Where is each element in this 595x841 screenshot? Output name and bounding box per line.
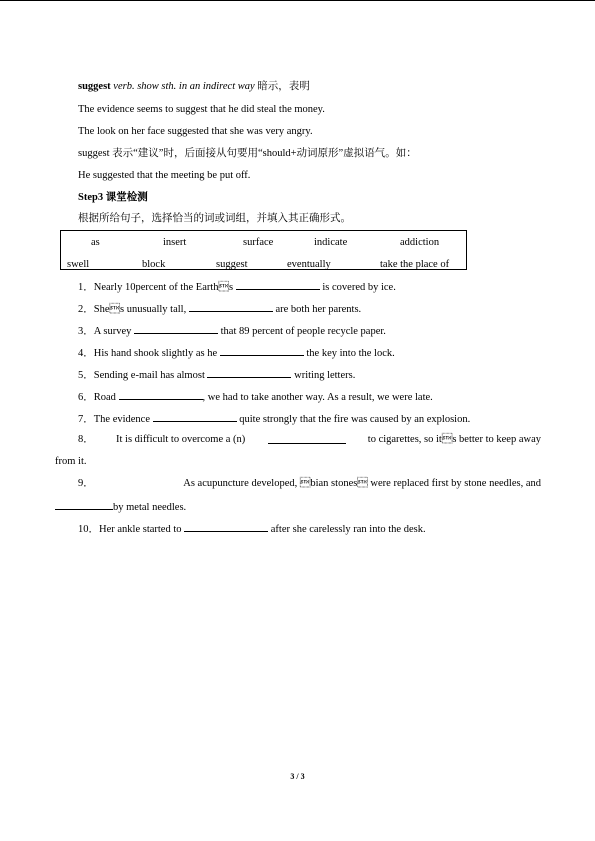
exercise-9: 9． As acupuncture developed, bian stones were replaced first by stone needles, and (78, 478, 541, 489)
exercise-10: 10．Her ankle started to after she carelessly ran into the desk. (78, 521, 426, 537)
answer-blank[interactable] (134, 323, 218, 334)
exercise-6: 6．Road , we had to take another way. As a result, we were late. (78, 389, 433, 405)
word-bank-item: block (142, 259, 166, 270)
word-bank-item: swell (67, 259, 90, 270)
vocab-word: suggest (78, 81, 111, 92)
exercise-4: 4．His hand shook slightly as he the key into the lock. (78, 345, 395, 361)
word-bank-item: insert (163, 237, 187, 248)
answer-blank[interactable] (189, 301, 273, 312)
answer-blank[interactable] (55, 499, 113, 510)
word-bank-item: take the place of (380, 259, 450, 270)
vocab-chinese-meaning: 暗示，表明 (257, 81, 310, 92)
vocab-note: suggest 表示“建议”时，后面接从句要用“should+动词原形”虚拟语气。如： (78, 148, 417, 159)
word-bank-item: indicate (314, 237, 348, 248)
answer-blank[interactable] (220, 345, 304, 356)
word-bank-item: eventually (287, 259, 331, 270)
answer-blank[interactable] (236, 279, 320, 290)
answer-blank[interactable] (268, 433, 346, 444)
word-bank-item: suggest (216, 259, 248, 270)
page-number: 3 / 3 (290, 772, 305, 781)
answer-blank[interactable] (184, 521, 268, 532)
exercise-8-continuation: from it. (55, 456, 87, 467)
step3-instruction: 根据所给句子，选择恰当的词或词组，并填入其正确形式。 (78, 213, 351, 224)
exercise-8: 8． It is difficult to overcome a (n) to cigarettes, so its better to keep away (78, 434, 541, 445)
word-bank-item: as (91, 237, 100, 248)
exercise-1: 1．Nearly 10percent of the Earths is covered by ice. (78, 279, 396, 295)
vocab-example-2: The look on her face suggested that she was very angry. (78, 126, 313, 137)
answer-blank[interactable] (119, 389, 203, 400)
vocab-definition: verb. show sth. in an indirect way (113, 81, 255, 92)
exercise-5: 5．Sending e-mail has almost writing letters. (78, 367, 355, 383)
exercise-7: 7．The evidence quite strongly that the fire was caused by an explosion. (78, 411, 470, 427)
exercise-2: 2．Shes unusually tall, are both her parents. (78, 301, 361, 317)
answer-blank[interactable] (207, 367, 291, 378)
word-bank-item: surface (243, 237, 274, 248)
word-bank-item: addiction (400, 237, 440, 248)
exercise-3: 3．A survey that 89 percent of people recycle paper. (78, 323, 386, 339)
exercise-9-continuation: by metal needles. (55, 499, 186, 515)
vocab-headline (78, 80, 310, 94)
word-bank (60, 230, 467, 270)
vocab-example-1: The evidence seems to suggest that he did steal the money. (78, 104, 325, 115)
top-rule (0, 0, 595, 1)
answer-blank[interactable] (153, 411, 237, 422)
step3-title: Step3 课堂检测 (78, 192, 148, 203)
vocab-note-example: He suggested that the meeting be put off. (78, 170, 251, 181)
